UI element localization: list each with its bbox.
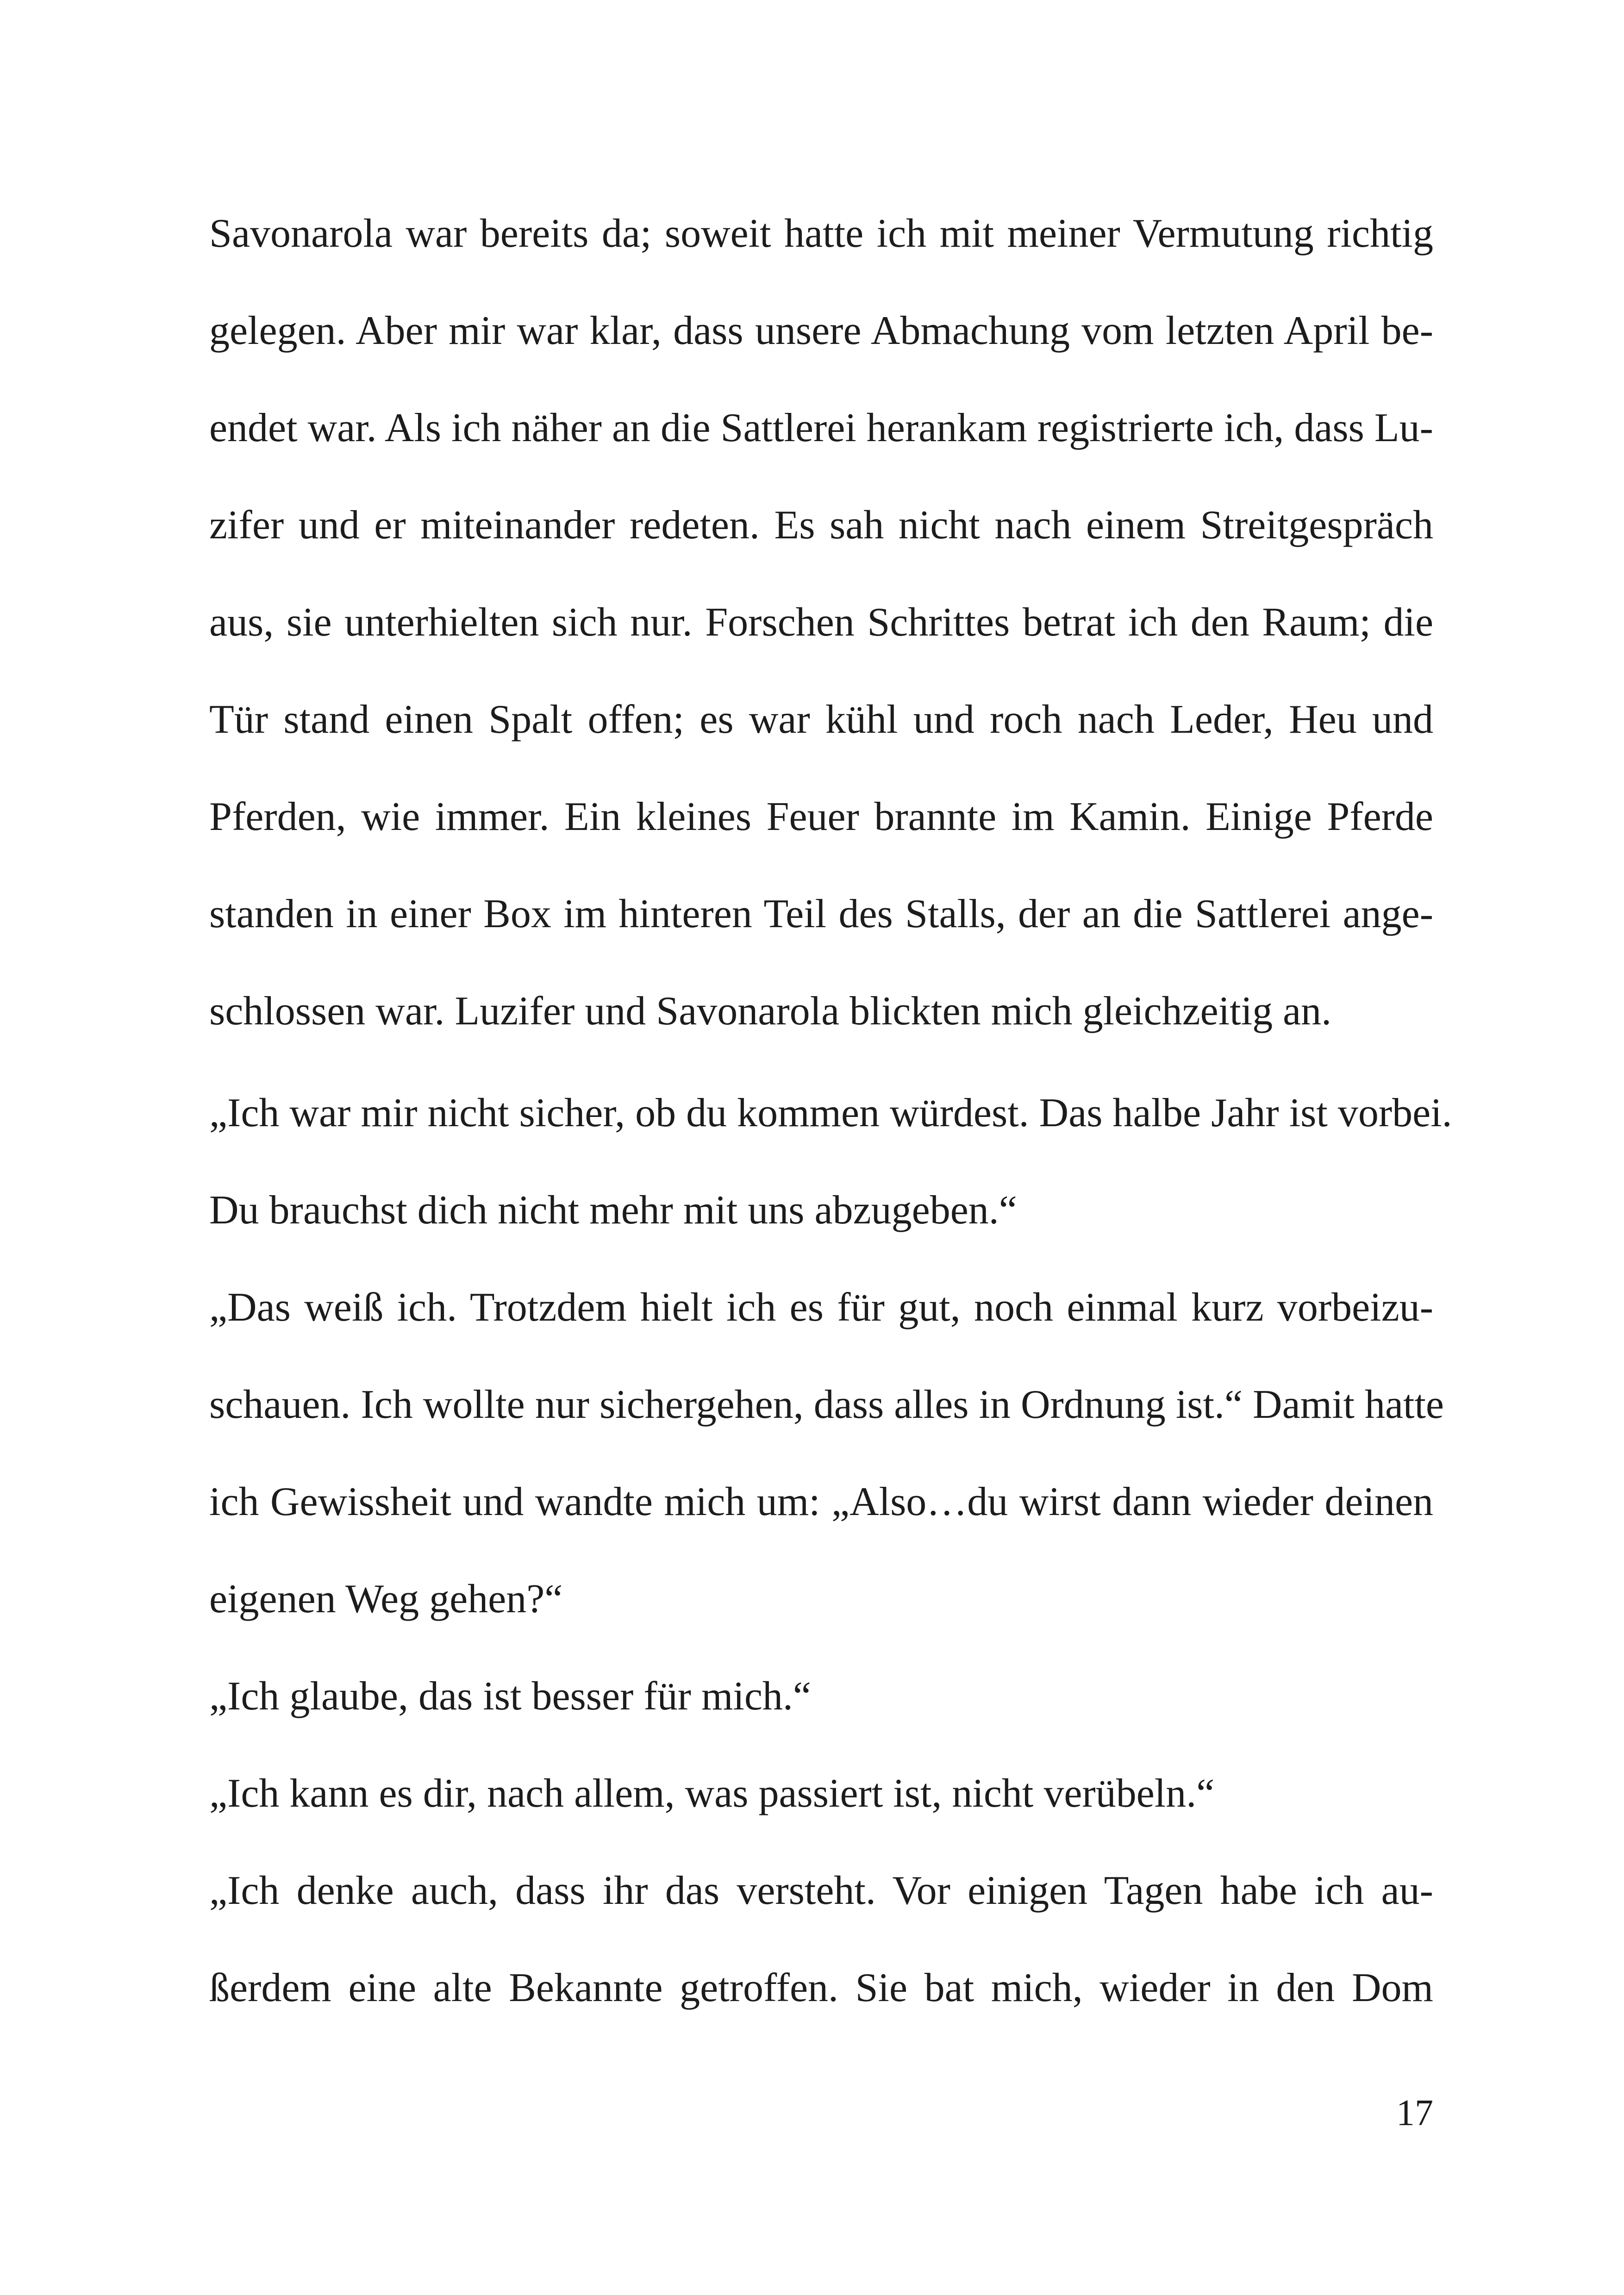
dialogue-line: ßerdem eine alte Bekannte getroffen. Sie bat mich, wieder in den Dom bbox=[209, 1965, 1433, 2010]
dialogue-line: schauen. Ich wollte nur sichergehen, dass alles in Ordnung ist.“ Damit hatte bbox=[209, 1382, 1444, 1427]
text-line: zifer und er miteinander redeten. Es sah nicht nach einem Streitgespräch bbox=[209, 503, 1433, 548]
text-line: standen in einer Box im hinteren Teil des Stalls, der an die Sattlerei ange- bbox=[209, 892, 1433, 936]
dialogue-line: „Ich glaube, das ist besser für mich.“ bbox=[209, 1674, 811, 1719]
dialogue-line: „Ich war mir nicht sicher, ob du kommen würdest. Das halbe Jahr ist vorbei. bbox=[209, 1091, 1452, 1135]
page-number: 17 bbox=[1396, 2093, 1433, 2133]
text-line: gelegen. Aber mir war klar, dass unsere Abmachung vom letzten April be- bbox=[209, 308, 1433, 353]
dialogue-line: Du brauchst dich nicht mehr mit uns abzugeben.“ bbox=[209, 1188, 1017, 1233]
dialogue-line: „Das weiß ich. Trotzdem hielt ich es für gut, noch einmal kurz vorbeizu- bbox=[209, 1285, 1433, 1330]
narrative-paragraph bbox=[209, 185, 1433, 1060]
text-line: Pferden, wie immer. Ein kleines Feuer brannte im Kamin. Einige Pferde bbox=[209, 794, 1433, 839]
text-line: Savonarola war bereits da; soweit hatte ich mit meiner Vermutung richtig bbox=[209, 211, 1433, 256]
dialogue-line: „Ich kann es dir, nach allem, was passiert ist, nicht verübeln.“ bbox=[209, 1771, 1215, 1816]
dialogue-block bbox=[209, 1065, 1452, 2037]
dialogue-line: eigenen Weg gehen?“ bbox=[209, 1577, 563, 1621]
text-line: aus, sie unterhielten sich nur. Forschen Schrittes betrat ich den Raum; die bbox=[209, 600, 1433, 645]
text-line: schlossen war. Luzifer und Savonarola blickten mich gleichzeitig an. bbox=[209, 989, 1332, 1034]
dialogue-line: ich Gewissheit und wandte mich um: „Also…du wirst dann wieder deinen bbox=[209, 1479, 1433, 1524]
text-line: Tür stand einen Spalt offen; es war kühl und roch nach Leder, Heu und bbox=[209, 697, 1433, 742]
dialogue-line: „Ich denke auch, dass ihr das versteht. Vor einigen Tagen habe ich au- bbox=[209, 1868, 1433, 1913]
text-line: endet war. Als ich näher an die Sattlerei herankam registrierte ich, dass Lu- bbox=[209, 405, 1433, 450]
